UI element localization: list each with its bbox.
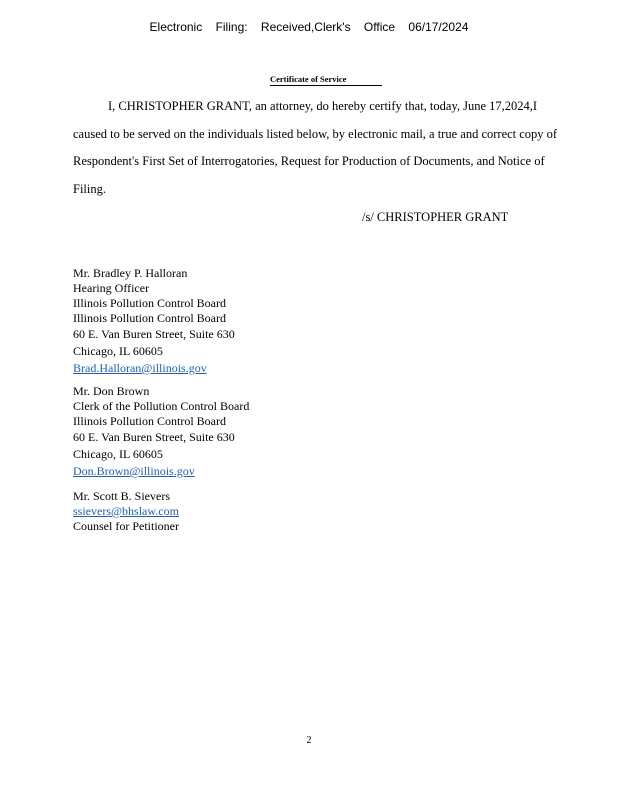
signature: /s/ CHRISTOPHER GRANT: [362, 210, 509, 224]
body-line-3: Respondent's First Set of Interrogatories, Request for Production of Documents, and Notice of: [73, 154, 545, 168]
recipient-name: Mr. Scott B. Sievers: [73, 489, 171, 503]
recipient-email-link[interactable]: ssievers@bhslaw.com: [73, 504, 179, 518]
recipient-city: Chicago, IL 60605: [73, 447, 163, 461]
recipient-block: [73, 266, 235, 377]
recipient-block: [73, 384, 249, 480]
recipient-org: Illinois Pollution Control Board: [73, 296, 227, 310]
body-line-1: I, CHRISTOPHER GRANT, an attorney, do hereby certify that, today, June 17,2024,I: [108, 99, 538, 113]
header-electronic: Electronic: [149, 20, 203, 34]
recipient-email-link[interactable]: Brad.Halloran@illinois.gov: [73, 361, 207, 375]
recipient-title: Clerk of the Pollution Control Board: [73, 399, 250, 413]
recipient-block: [73, 489, 179, 534]
recipient-name: Mr. Don Brown: [73, 384, 150, 398]
header-office: Office: [363, 20, 396, 34]
filing-header: [0, 20, 618, 34]
page-number: 2: [306, 735, 312, 746]
recipient-email-link[interactable]: Don.Brown@illinois.gov: [73, 464, 195, 478]
recipient-city: Chicago, IL 60605: [73, 344, 163, 358]
recipient-org: Illinois Pollution Control Board: [73, 414, 227, 428]
recipient-title: Hearing Officer: [73, 281, 150, 295]
body-line-4: Filing.: [73, 182, 106, 196]
header-date: 06/17/2024: [408, 20, 469, 34]
recipient-street: 60 E. Van Buren Street, Suite 630: [73, 430, 235, 444]
certificate-title: Certificate of Service: [270, 74, 382, 86]
recipient-name: Mr. Bradley P. Halloran: [73, 266, 188, 280]
header-received: Received,Clerk's: [260, 20, 351, 34]
body-line-2: caused to be served on the individuals listed below, by electronic mail, a true and correct copy of: [73, 127, 558, 141]
recipient-org: Illinois Pollution Control Board: [73, 311, 227, 325]
recipient-street: 60 E. Van Buren Street, Suite 630: [73, 327, 235, 341]
header-filing: Filing:: [215, 20, 248, 34]
recipient-role: Counsel for Petitioner: [73, 519, 179, 533]
